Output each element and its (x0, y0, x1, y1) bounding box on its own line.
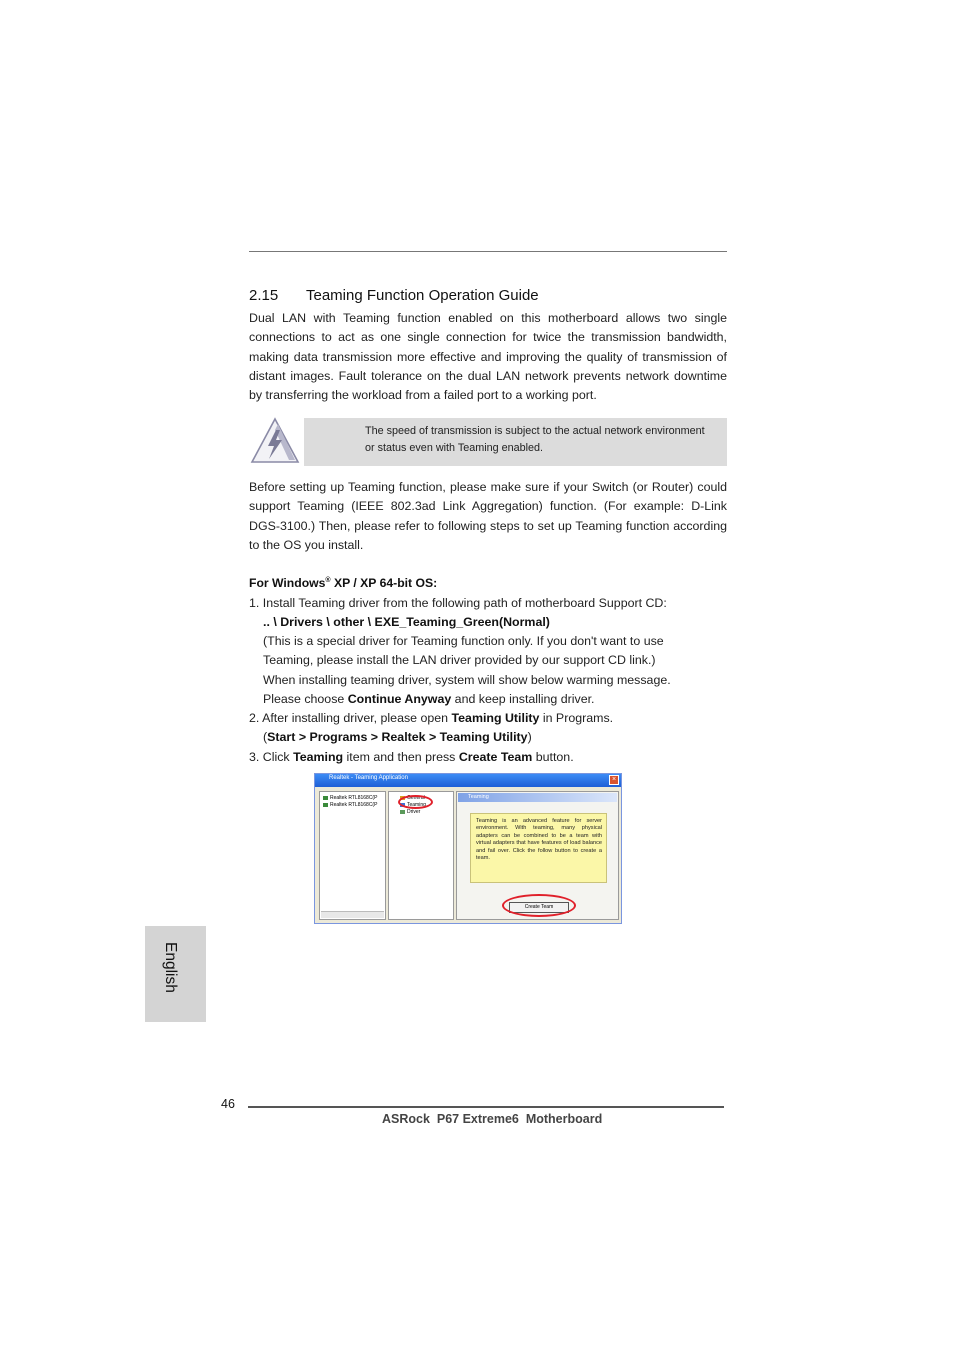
step-1-note-1: (This is a special driver for Teaming function only. If you don't want to use (263, 634, 664, 648)
step-2-line (249, 711, 613, 725)
step-2-paren-close: ) (527, 730, 532, 744)
top-rule (249, 251, 727, 252)
horizontal-scrollbar[interactable] (321, 911, 384, 918)
window-title: Realtek - Teaming Application (329, 775, 408, 781)
registered-mark: ® (325, 576, 331, 584)
step-2-path-text: Start > Programs > Realtek > Teaming Utility (267, 730, 528, 744)
menu-pane (388, 791, 454, 920)
step-3-post: button. (532, 750, 574, 764)
os-heading-pre: For Windows (249, 576, 326, 590)
continue-anyway-text: Continue Anyway (347, 692, 452, 706)
step-1-note-4-post: and keep installing driver. (451, 692, 595, 706)
step-1-line: 1. Install Teaming driver from the following path of motherboard Support CD: (249, 596, 667, 610)
description-box (470, 813, 607, 883)
note-box (304, 418, 727, 466)
create-team-text: Create Team (458, 750, 533, 764)
section-number: 2.15 (249, 287, 279, 304)
os-heading-post: XP / XP 64-bit OS: (330, 576, 438, 590)
page-number: 46 (221, 1097, 235, 1111)
panel-header-text: Teaming (468, 794, 489, 800)
note-line-2: or status even with Teaming enabled. (365, 442, 544, 454)
driver-icon (400, 810, 405, 814)
adapter-item[interactable] (323, 802, 377, 808)
panel-header (458, 793, 617, 802)
teaming-app-window (314, 773, 622, 924)
step-1-note-3: When installing teaming driver, system will show below warming message. (263, 673, 671, 687)
step-2-path (263, 730, 532, 744)
before-paragraph: Before setting up Teaming function, please make sure if your Switch (or Router) could support Teaming (IEEE 802.3ad Link Aggregation) function. (For example: D-Link DGS-3100.) Then, please refer to following steps to set up Teaming function according to the OS you install. (249, 480, 727, 552)
intro-paragraph: Dual LAN with Teaming function enabled on this motherboard allows two single connections to act as one single connection for twice the transmission bandwidth, making data transmission more effective and improving the quality of transmission of distant images. Fault tolerance on the dual LAN network prevents network downtime by transferring the workload from a failed port to a working port. (249, 311, 727, 403)
network-adapter-icon (323, 796, 328, 800)
window-titlebar (315, 774, 621, 787)
adapter-label: Realtek RTL8168C(P (330, 795, 378, 801)
menu-label: Driver (407, 809, 421, 815)
adapter-pane (319, 791, 386, 920)
step-2-post: in Programs. (539, 711, 614, 725)
step-3-mid: item and then press (343, 750, 459, 764)
section-title (249, 287, 539, 304)
menu-label: Teaming (407, 802, 426, 808)
description-text: Teaming is an advanced feature for server environment. With teaming, many physical adapters can be combined to be a team with virtual adapters that have features of load balance and fail over. Click the follow button to create a team. (476, 818, 602, 862)
step-2-pre: 2. After installing driver, please open (249, 711, 452, 725)
language-tab (145, 926, 206, 1022)
step-1-path-text: .. \ Drivers \ other \ EXE_Teaming_Green(Normal) (263, 615, 550, 629)
note-text (365, 423, 725, 457)
os-heading (249, 576, 437, 590)
menu-item-driver[interactable] (400, 809, 420, 815)
step-2-paren-open: ( (263, 730, 268, 744)
footer-product: ASRock P67 Extreme6 Motherboard (382, 1112, 603, 1126)
step-1-path (263, 615, 550, 629)
adapter-label: Realtek RTL8168C(P (330, 802, 378, 808)
close-icon[interactable]: × (609, 775, 619, 785)
teaming-item-text: Teaming (293, 750, 344, 764)
footer-rule (248, 1106, 724, 1108)
menu-label: General (407, 795, 425, 801)
step-1-note-4-pre: Please choose (263, 692, 348, 706)
teaming-utility-text: Teaming Utility (451, 711, 540, 725)
network-adapter-icon (323, 803, 328, 807)
step-1-note-2: Teaming, please install the LAN driver provided by our support CD link.) (263, 653, 656, 667)
warning-icon (249, 416, 301, 464)
create-team-button[interactable]: Create Team (509, 902, 569, 913)
teaming-highlight-ellipse (398, 795, 433, 809)
note-line-1: The speed of transmission is subject to the actual network environment (365, 425, 705, 437)
step-1-note-4 (263, 692, 595, 706)
step-3-line (249, 750, 574, 764)
step-3-pre: 3. Click (249, 750, 294, 764)
button-highlight-ellipse (502, 894, 576, 917)
adapter-item[interactable] (323, 795, 377, 801)
section-title-text: Teaming Function Operation Guide (306, 287, 539, 304)
language-label: English (162, 942, 179, 993)
